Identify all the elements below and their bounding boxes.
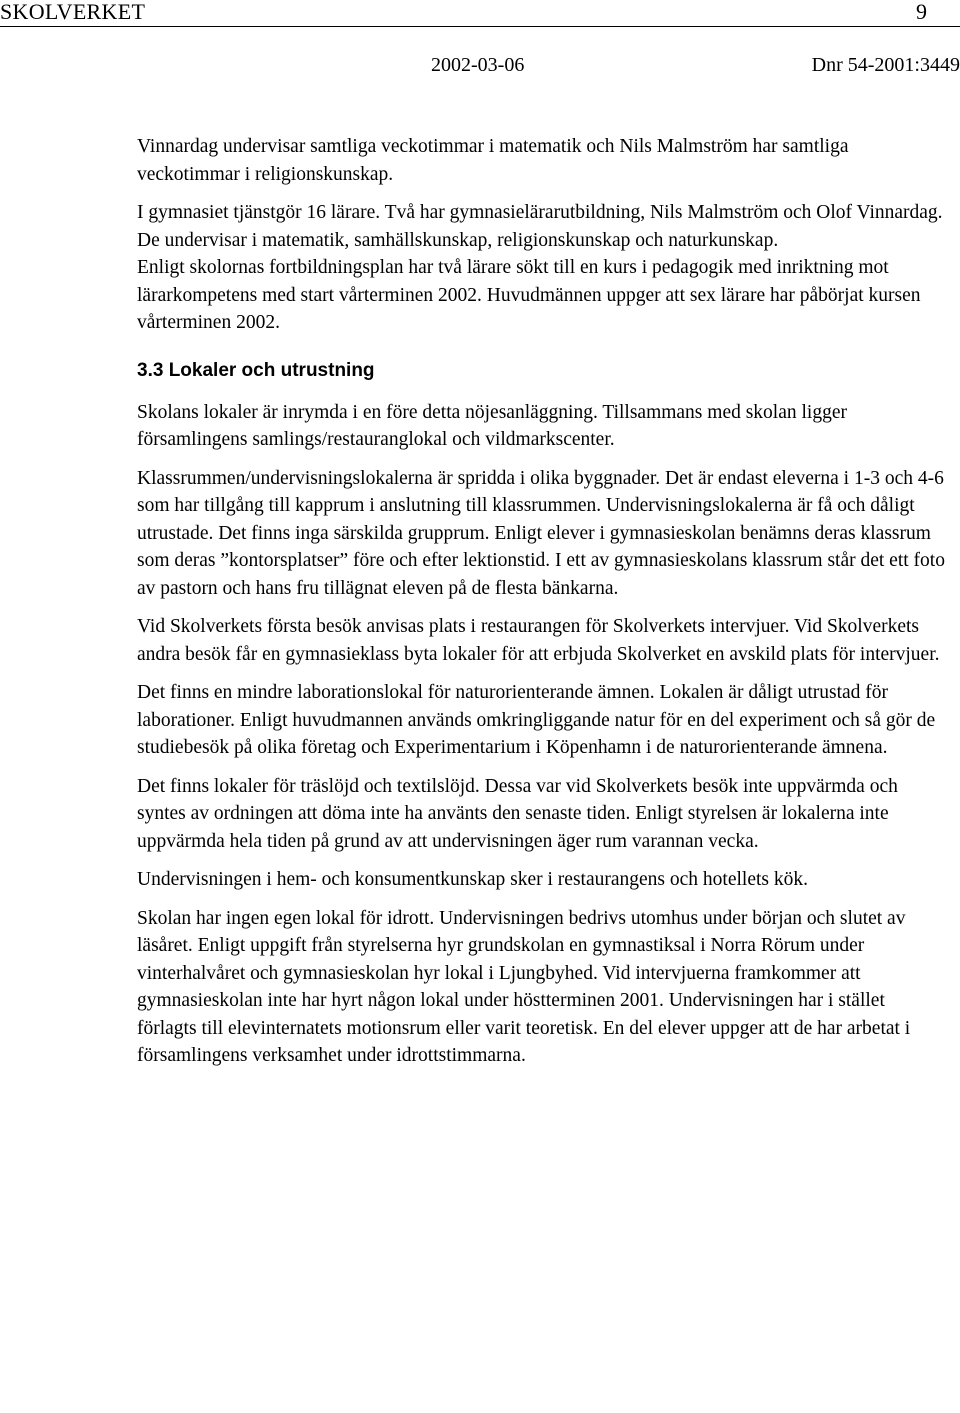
header-rule bbox=[0, 26, 960, 27]
header-dnr: Dnr 54-2001:3449 bbox=[811, 54, 960, 76]
paragraph-4: Skolans lokaler är inrymda i en före detta nöjesanläggning. Tillsammans med skolan ligger församlingens samlings/restauranglokal och vildmarkscenter. bbox=[137, 401, 847, 450]
paragraph-8: Det finns lokaler för träslöjd och textilslöjd. Dessa var vid Skolverkets besök inte uppvärmda och syntes av ordningen att döma inte ha använts den senaste tiden. Enligt styrelsen är lokalerna inte uppvärmda hela tiden på grund av att undervisningen äger rum varannan vecka. bbox=[137, 775, 898, 852]
paragraph-3: Enligt skolornas fortbildningsplan har två lärare sökt till en kurs i pedagogik med inriktning mot lärarkompetens med start vårterminen 2002. Huvudmännen uppger att sex lärare har påbörjat kursen vårterminen 2002. bbox=[137, 257, 921, 333]
header-date: 2002-03-06 bbox=[431, 54, 525, 76]
paragraph-6: Vid Skolverkets första besök anvisas plats i restaurangen för Skolverkets intervjuer. Vid Skolverkets andra besök får en gymnasieklass byta lokaler för att erbjuda Skolverket en avskild plats för intervjuer. bbox=[137, 616, 940, 665]
paragraph-5: Klassrummen/undervisningslokalerna är spridda i olika byggnader. Det är endast eleverna i 1-3 och 4-6 som har tillgång till kapprum i anslutning till klassrummen. Undervisningslokalerna är få och dåligt utrustade. Det finns inga särskilda grupprum. Enligt elever i gymnasieskolan benämns deras klassrum som deras ”kontorsplatser” före och efter lektionstid. I ett av gymnasieskolans klassrum står det ett foto av pastorn och hans fru tillägnat eleven på de flesta bänkarna. bbox=[137, 467, 945, 599]
document-body bbox=[137, 133, 947, 1081]
paragraph-1: Vinnardag undervisar samtliga veckotimmar i matematik och Nils Malmström har samtliga veckotimmar i religionskunskap. bbox=[137, 136, 849, 185]
paragraph-10: Skolan har ingen egen lokal för idrott. Undervisningen bedrivs utomhus under början och slutet av läsåret. Enligt uppgift från styrelserna hyr grundskolan en gymnastiksal i Norra Rörum under vinterhalvåret och gymnasieskolan hyr lokal i Ljungbyhed. Vid intervjuerna framkommer att gymnasieskolan inte har hyrt någon lokal under höstterminen 2001. Undervisningen har i stället förlagts till elevinternatets motionsrum eller varit teoretisk. En del elever uppger att de har arbetat i församlingens verksamhet under idrottstimmarna. bbox=[137, 907, 911, 1066]
paragraph-7: Det finns en mindre laborationslokal för naturorienterande ämnen. Lokalen är dåligt utrustad för laborationer. Enligt huvudmannen används omkringliggande natur för en del experiment och så gör de studiebesök på olika företag och Experimentarium i Köpenhamn i de naturorienterande ämnena. bbox=[137, 682, 936, 758]
section-heading: 3.3 Lokaler och utrustning bbox=[137, 359, 375, 381]
header-page-number: 9 bbox=[916, 0, 927, 24]
page-header bbox=[0, 0, 960, 26]
paragraph-9: Undervisningen i hem- och konsumentkunskap sker i restaurangens och hotellets kök. bbox=[137, 869, 808, 890]
header-org: SKOLVERKET bbox=[0, 0, 146, 24]
paragraph-2: I gymnasiet tjänstgör 16 lärare. Två har gymnasielärarutbildning, Nils Malmström och Olof Vinnardag. De undervisar i matematik, samhällskunskap, religionskunskap och naturkunskap. bbox=[137, 202, 943, 251]
